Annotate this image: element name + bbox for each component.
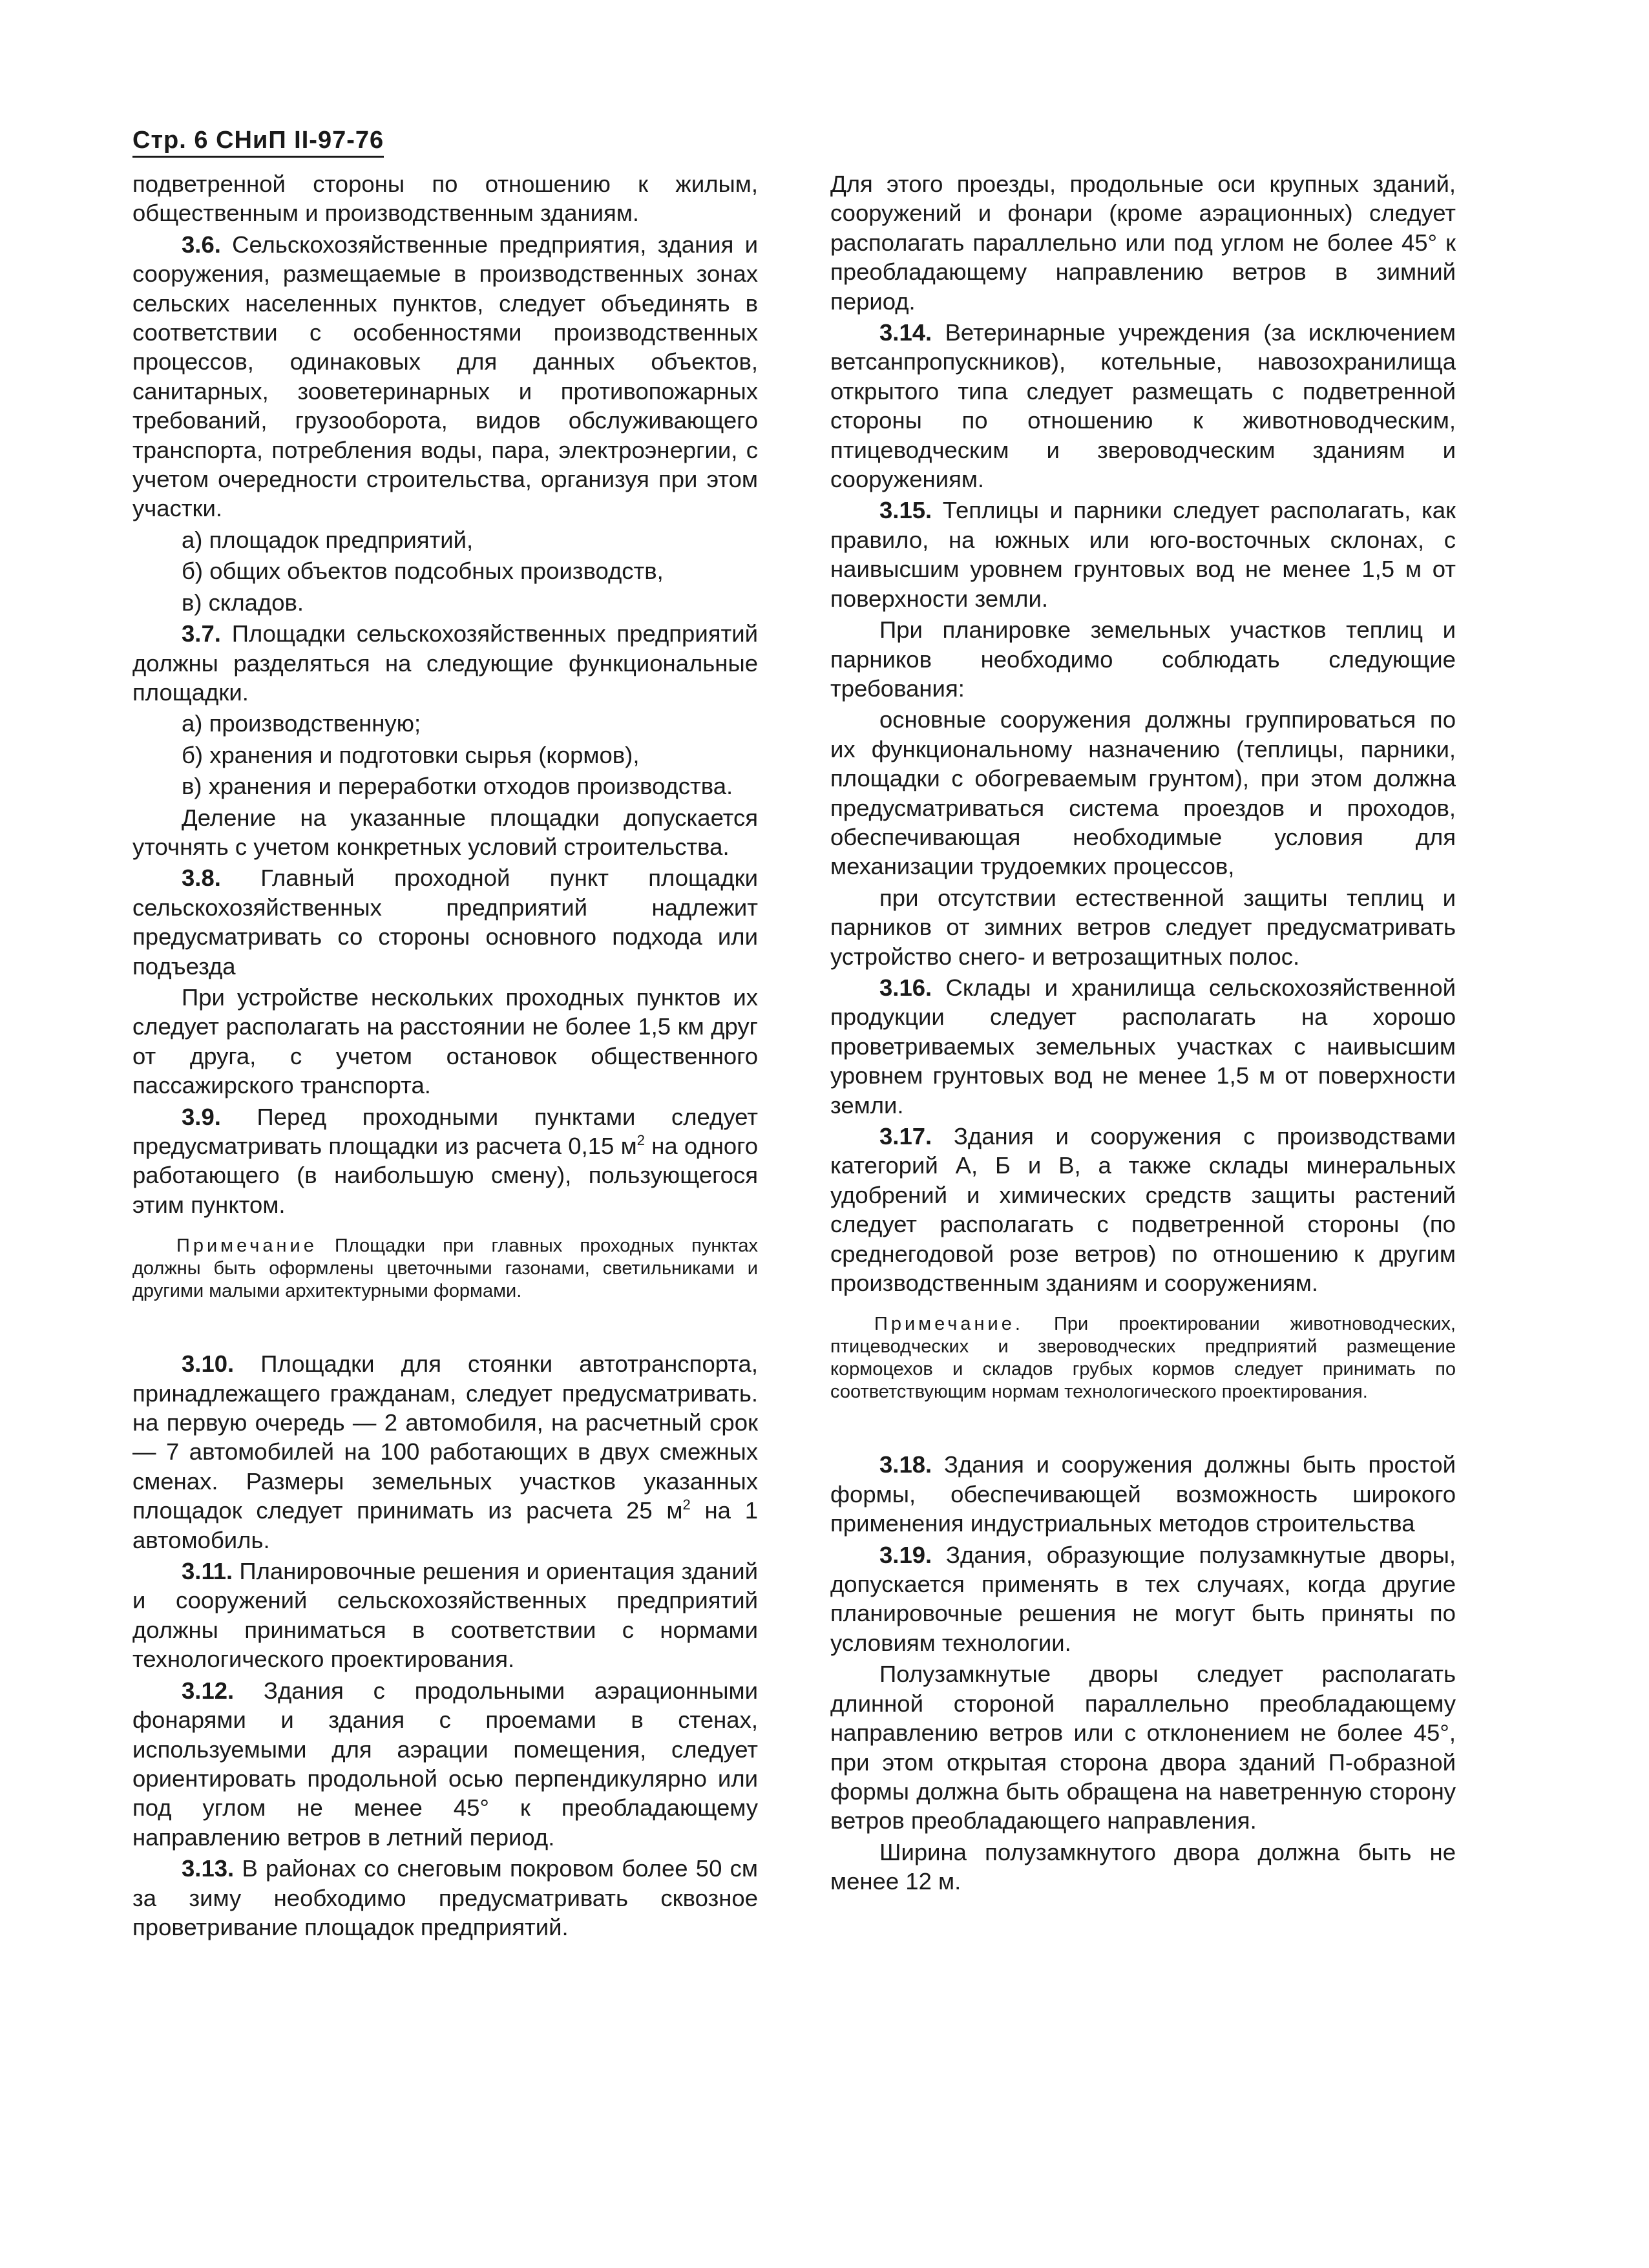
note-text: Площадки при главных проходных пунктах должны быть оформлены цветочными газонами, светильниками и другими малыми архитектурными формами. — [132, 1235, 758, 1302]
clause-number: 3.15. — [879, 497, 932, 524]
clause-paragraph — [132, 863, 758, 981]
paragraph-text: Здания с продольными аэрационными фонарями и здания с проемами в стенах, используемыми для аэрации помещения, следует ориентировать продольной осью перпендикулярно или под углом не менее 45° к преобладающему направлению ветров в летний период. — [132, 1677, 758, 1851]
paragraph-text: Здания, образующие полузамкнутые дворы, допускается применять в тех случаях, когда другие планировочные решения не могут быть приняты по условиям технологии. — [830, 1541, 1456, 1656]
paragraph-text: в) складов. — [182, 589, 304, 616]
paragraph-text: Площадки для стоянки автотранспорта, принадлежащего гражданам, следует предусматривать. на первую очередь — 2 автомобиля, на расчетный срок — 7 автомобилей на 100 работающих в двух смежных сменах. Размеры земельных участков указанных площадок следует принимать из расчета 25 $м^2$ на 1 автомобиль. — [132, 1350, 758, 1553]
paragraph-text: В районах со снеговым покровом более 50 см за зиму необходимо предусматривать сквозное проветривание площадок предприятий. — [132, 1855, 758, 1940]
clause-number: 3.6. — [182, 231, 221, 258]
paragraph-text: Ширина полузамкнутого двора должна быть не менее 12 м. — [830, 1838, 1456, 1895]
clause-number: 3.12. — [182, 1677, 235, 1704]
paragraph — [132, 772, 758, 801]
paragraph — [830, 883, 1456, 971]
clause-paragraph — [132, 1349, 758, 1555]
clause-number: 3.9. — [182, 1103, 221, 1130]
clause-number: 3.8. — [182, 865, 221, 892]
clause-number: 3.13. — [182, 1855, 235, 1882]
paragraph — [830, 615, 1456, 703]
note-label: Примечание. — [874, 1314, 1024, 1335]
paragraph-text: Полузамкнутые дворы следует располагать длинной стороной параллельно преобладающему направлению ветров или с отклонением не более 45°, при этом открытая сторона двора зданий П-образной формы должна быть обращена на наветренную сторону ветров преобладающего направления. — [830, 1661, 1456, 1834]
clause-number: 3.11. — [182, 1558, 233, 1585]
paragraph-text: Главный проходной пункт площадки сельскохозяйственных предприятий надлежит предусматривать со стороны основного подхода или подъезда — [132, 865, 758, 980]
paragraph-text: при отсутствии естественной защиты теплиц и парников от зимних ветров следует предусматривать устройство снего- и ветрозащитных полос. — [830, 884, 1456, 970]
clause-number: 3.19. — [879, 1541, 932, 1568]
right-column — [830, 169, 1456, 1898]
paragraph-text: Ветеринарные учреждения (за исключением ветсанпропускников), котельные, навозохранилища открытого типа следует размещать с подветренной стороны по отношению к животноводческим, птицеводческим и звероводческим зданиям и сооружениям. — [830, 319, 1456, 493]
paragraph — [830, 1838, 1456, 1896]
clause-number: 3.18. — [879, 1451, 932, 1478]
clause-number: 3.17. — [879, 1123, 932, 1150]
paragraph-text: Для этого проезды, продольные оси крупных зданий, сооружений и фонари (кроме аэрационных) следует располагать параллельно или под углом не более 45° к преобладающему направлению ветров в зимний период. — [830, 171, 1456, 315]
paragraph-text: в) хранения и переработки отходов производства. — [182, 773, 733, 800]
paragraph — [132, 588, 758, 617]
paragraph — [830, 169, 1456, 316]
paragraph — [132, 740, 758, 770]
paragraph — [830, 1659, 1456, 1835]
clause-paragraph — [830, 1450, 1456, 1538]
clause-paragraph — [830, 1122, 1456, 1297]
clause-paragraph — [132, 1102, 758, 1220]
paragraph-text: При устройстве нескольких проходных пунктов их следует располагать на расстоянии не более 1,5 км друг от друга, с учетом остановок общественного пассажирского транспорта. — [132, 983, 758, 1099]
clause-paragraph — [132, 1557, 758, 1674]
paragraph — [132, 169, 758, 228]
note-text: При проектировании животноводческих, птицеводческих и звероводческих предприятий размещение кормоцехов и складов грубых кормов следует принимать по соответствующим нормам технологического проектирования. — [830, 1314, 1456, 1403]
paragraph-text: При планировке земельных участков теплиц и парников необходимо соблюдать следующие требования: — [830, 616, 1456, 702]
paragraph-text: Склады и хранилища сельскохозяйственной продукции следует располагать на хорошо проветриваемых земельных участках с наивысшим уровнем грунтовых вод не менее 1,5 м от поверхности земли. — [830, 974, 1456, 1118]
clause-paragraph — [830, 318, 1456, 494]
note-label: Примечание — [176, 1235, 317, 1257]
clause-paragraph — [830, 1540, 1456, 1658]
clause-number: 3.14. — [879, 319, 932, 346]
paragraph-text: Планировочные решения и ориентация зданий и сооружений сельскохозяйственных предприятий должны приниматься в соответствии с нормами технологического проектирования. — [132, 1558, 758, 1673]
paragraph-text: Площадки сельскохозяйственных предприятий должны разделяться на следующие функциональные площадки. — [132, 620, 758, 706]
clause-number: 3.16. — [879, 974, 932, 1001]
paragraph — [132, 983, 758, 1100]
clause-number: 3.10. — [182, 1350, 235, 1378]
paragraph-text: б) общих объектов подсобных производств, — [182, 558, 664, 585]
note — [132, 1235, 758, 1303]
paragraph-text: а) производственную; — [182, 710, 421, 737]
paragraph-text: Здания и сооружения должны быть простой формы, обеспечивающей возможность широкого применения индустриальных методов строительства — [830, 1451, 1456, 1537]
paragraph — [830, 705, 1456, 881]
paragraph — [132, 556, 758, 585]
clause-number: 3.7. — [182, 620, 221, 647]
note — [830, 1313, 1456, 1403]
paragraph-text: Здания и сооружения с производствами категорий А, Б и В, а также склады минеральных удобрений и химических средств защиты растений следует располагать с подветренной стороны (по среднегодовой розе ветров) по отношению к другим производственным зданиям и сооружениям. — [830, 1123, 1456, 1297]
paragraph — [132, 709, 758, 738]
paragraph-text: Деление на указанные площадки допускается уточнять с учетом конкретных условий строительства. — [132, 804, 758, 860]
clause-paragraph — [132, 230, 758, 523]
clause-paragraph — [132, 619, 758, 707]
clause-paragraph — [132, 1676, 758, 1852]
paragraph-text: б) хранения и подготовки сырья (кормов), — [182, 741, 640, 768]
paragraph-text: Сельскохозяйственные предприятия, здания и сооружения, размещаемые в производственных зонах сельских населенных пунктов, следует объединять в соответствии с особенностями производственных процессов, одинаковых для данных объектов, санитарных, зооветеринарных и противопожарных требований, грузооборота, видов обслуживающего транспорта, потребления воды, пара, электроэнергии, с учетом очередности строительства, организуя при этом участки. — [132, 231, 758, 522]
paragraph-text: а) площадок предприятий, — [182, 526, 474, 553]
page-header: Стр. 6 СНиП II-97-76 — [132, 127, 384, 158]
clause-paragraph — [830, 973, 1456, 1120]
clause-paragraph — [132, 1854, 758, 1942]
left-column — [132, 169, 758, 1944]
clause-paragraph — [830, 496, 1456, 613]
paragraph-text: Перед проходными пунктами следует предусматривать площадки из расчета 0,15 $м^2$ на одного работающего (в наибольшую смену), пользующегося этим пунктом. — [132, 1103, 758, 1218]
paragraph — [132, 525, 758, 554]
paragraph-text: Теплицы и парники следует располагать, как правило, на южных или юго-восточных склонах, с наивысшим уровнем грунтовых вод не менее 1,5 м от поверхности земли. — [830, 497, 1456, 612]
paragraph-text: основные сооружения должны группироваться по их функциональному назначению (теплицы, парники, площадки с обогреваемым грунтом), при этом должна предусматриваться система проездов и проходов, обеспечивающая необходимые условия для механизации трудоемких процессов, — [830, 706, 1456, 880]
paragraph — [132, 803, 758, 862]
paragraph-text: подветренной стороны по отношению к жилым, общественным и производственным зданиям. — [132, 171, 758, 227]
